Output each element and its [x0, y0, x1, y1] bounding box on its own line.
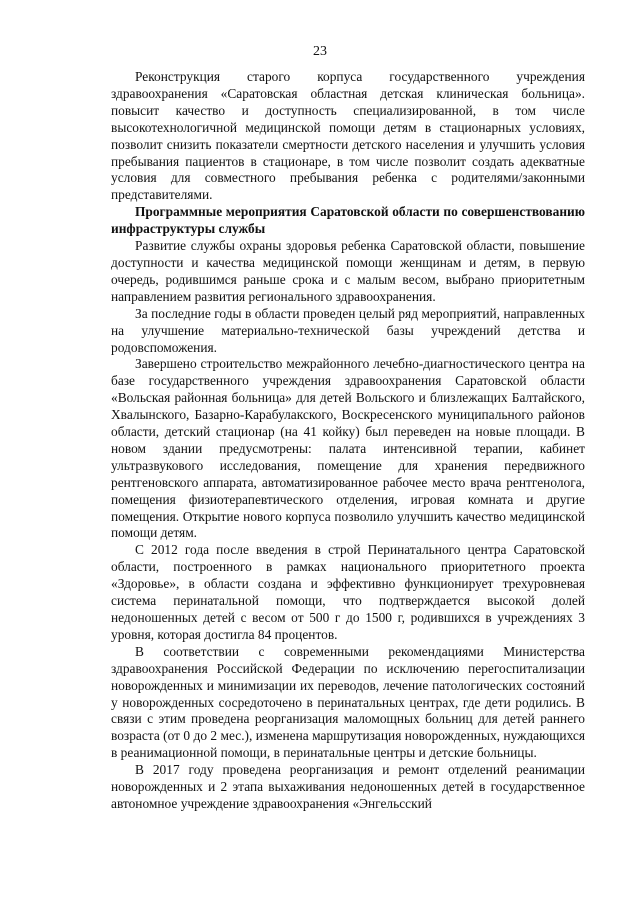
page-number: 23 — [313, 44, 327, 59]
paragraph-perinatal-center: С 2012 года после введения в строй Перинатального центра Саратовской области, построенного в рамках национального приоритетного проекта «Здоровье», в области создана и эффективно функционирует трехуровневая система перинатальной помощи, что подтверждается высокой долей недоношенных детей с весом от 500 г до 1500 г, родившихся в учреждениях 3 уровня, которая достигла 84 процентов. — [111, 542, 585, 642]
paragraph-reorganization-2017: В 2017 году проведена реорганизация и ремонт отделений реанимации новорожденных и 2 этапа выхаживания недоношенных детей в государственное автономное учреждение здравоохранения «Энгельсский — [111, 762, 585, 811]
paragraph-construction: Завершено строительство межрайонного лечебно-диагностического центра на базе государственного учреждения здравоохранения Саратовской области «Вольская районная больница» для детей Вольского и близлежащих Балтайского, Хвалынского, Базарно-Карабулакского, Воскресенского муниципального районов области, детский стационар (на 41 койку) был переведен на новые площади. В новом здании предусмотрены: палата интенсивной терапии, кабинет ультразвукового исследования, помещение для хранения передвижного рентгеновского аппарата, автоматизированное рабочее место врача рентгенолога, помещения физиотерапевтического отделения, игровая комната и другие помещения. Открытие нового корпуса позволило улучшить качество медицинской помощи детям. — [111, 356, 585, 541]
section-heading: Программные мероприятия Саратовской области по совершенствованию инфраструктуры службы — [111, 204, 585, 237]
paragraph-development: Развитие службы охраны здоровья ребенка Саратовской области, повышение доступности и качества медицинской помощи женщинам и детям, в первую очередь, родившимся раньше срока и с малым весом, выбрано приоритетным направлением развития регионального здравоохранения. — [111, 238, 585, 304]
paragraph-recommendations: В соответствии с современными рекомендациями Министерства здравоохранения Российской Федерации по исключению перегоспитализации новорожденных и минимизации их переводов, лечение патологических состояний у новорожденных сосредоточено в перинатальных центрах, где дети родились. В связи с этим проведена реорганизация маломощных больниц для детей раннего возраста (от 0 до 2 мес.), изменена маршрутизация новорожденных, нуждающихся в реанимационной помощи, в перинатальные центры и детские больницы. — [111, 643, 585, 761]
paragraph-measures: За последние годы в области проведен целый ряд мероприятий, направленных на улучшение материально-технической базы учреждений детства и родовспоможения. — [111, 305, 585, 355]
document-body — [111, 69, 585, 813]
paragraph-reconstruction: Реконструкция старого корпуса государственного учреждения здравоохранения «Саратовская областная детская клиническая больница». повысит качество и доступность специализированной, в том числе высокотехнологичной медицинской помощи детям в стационарных условиях, позволит снизить показатели смертности детского населения и улучшить условия пребывания пациентов в стационаре, в том числе позволит создать адекватные условия для совместного пребывания ребенка с родителями/законными представителями. — [111, 69, 585, 203]
